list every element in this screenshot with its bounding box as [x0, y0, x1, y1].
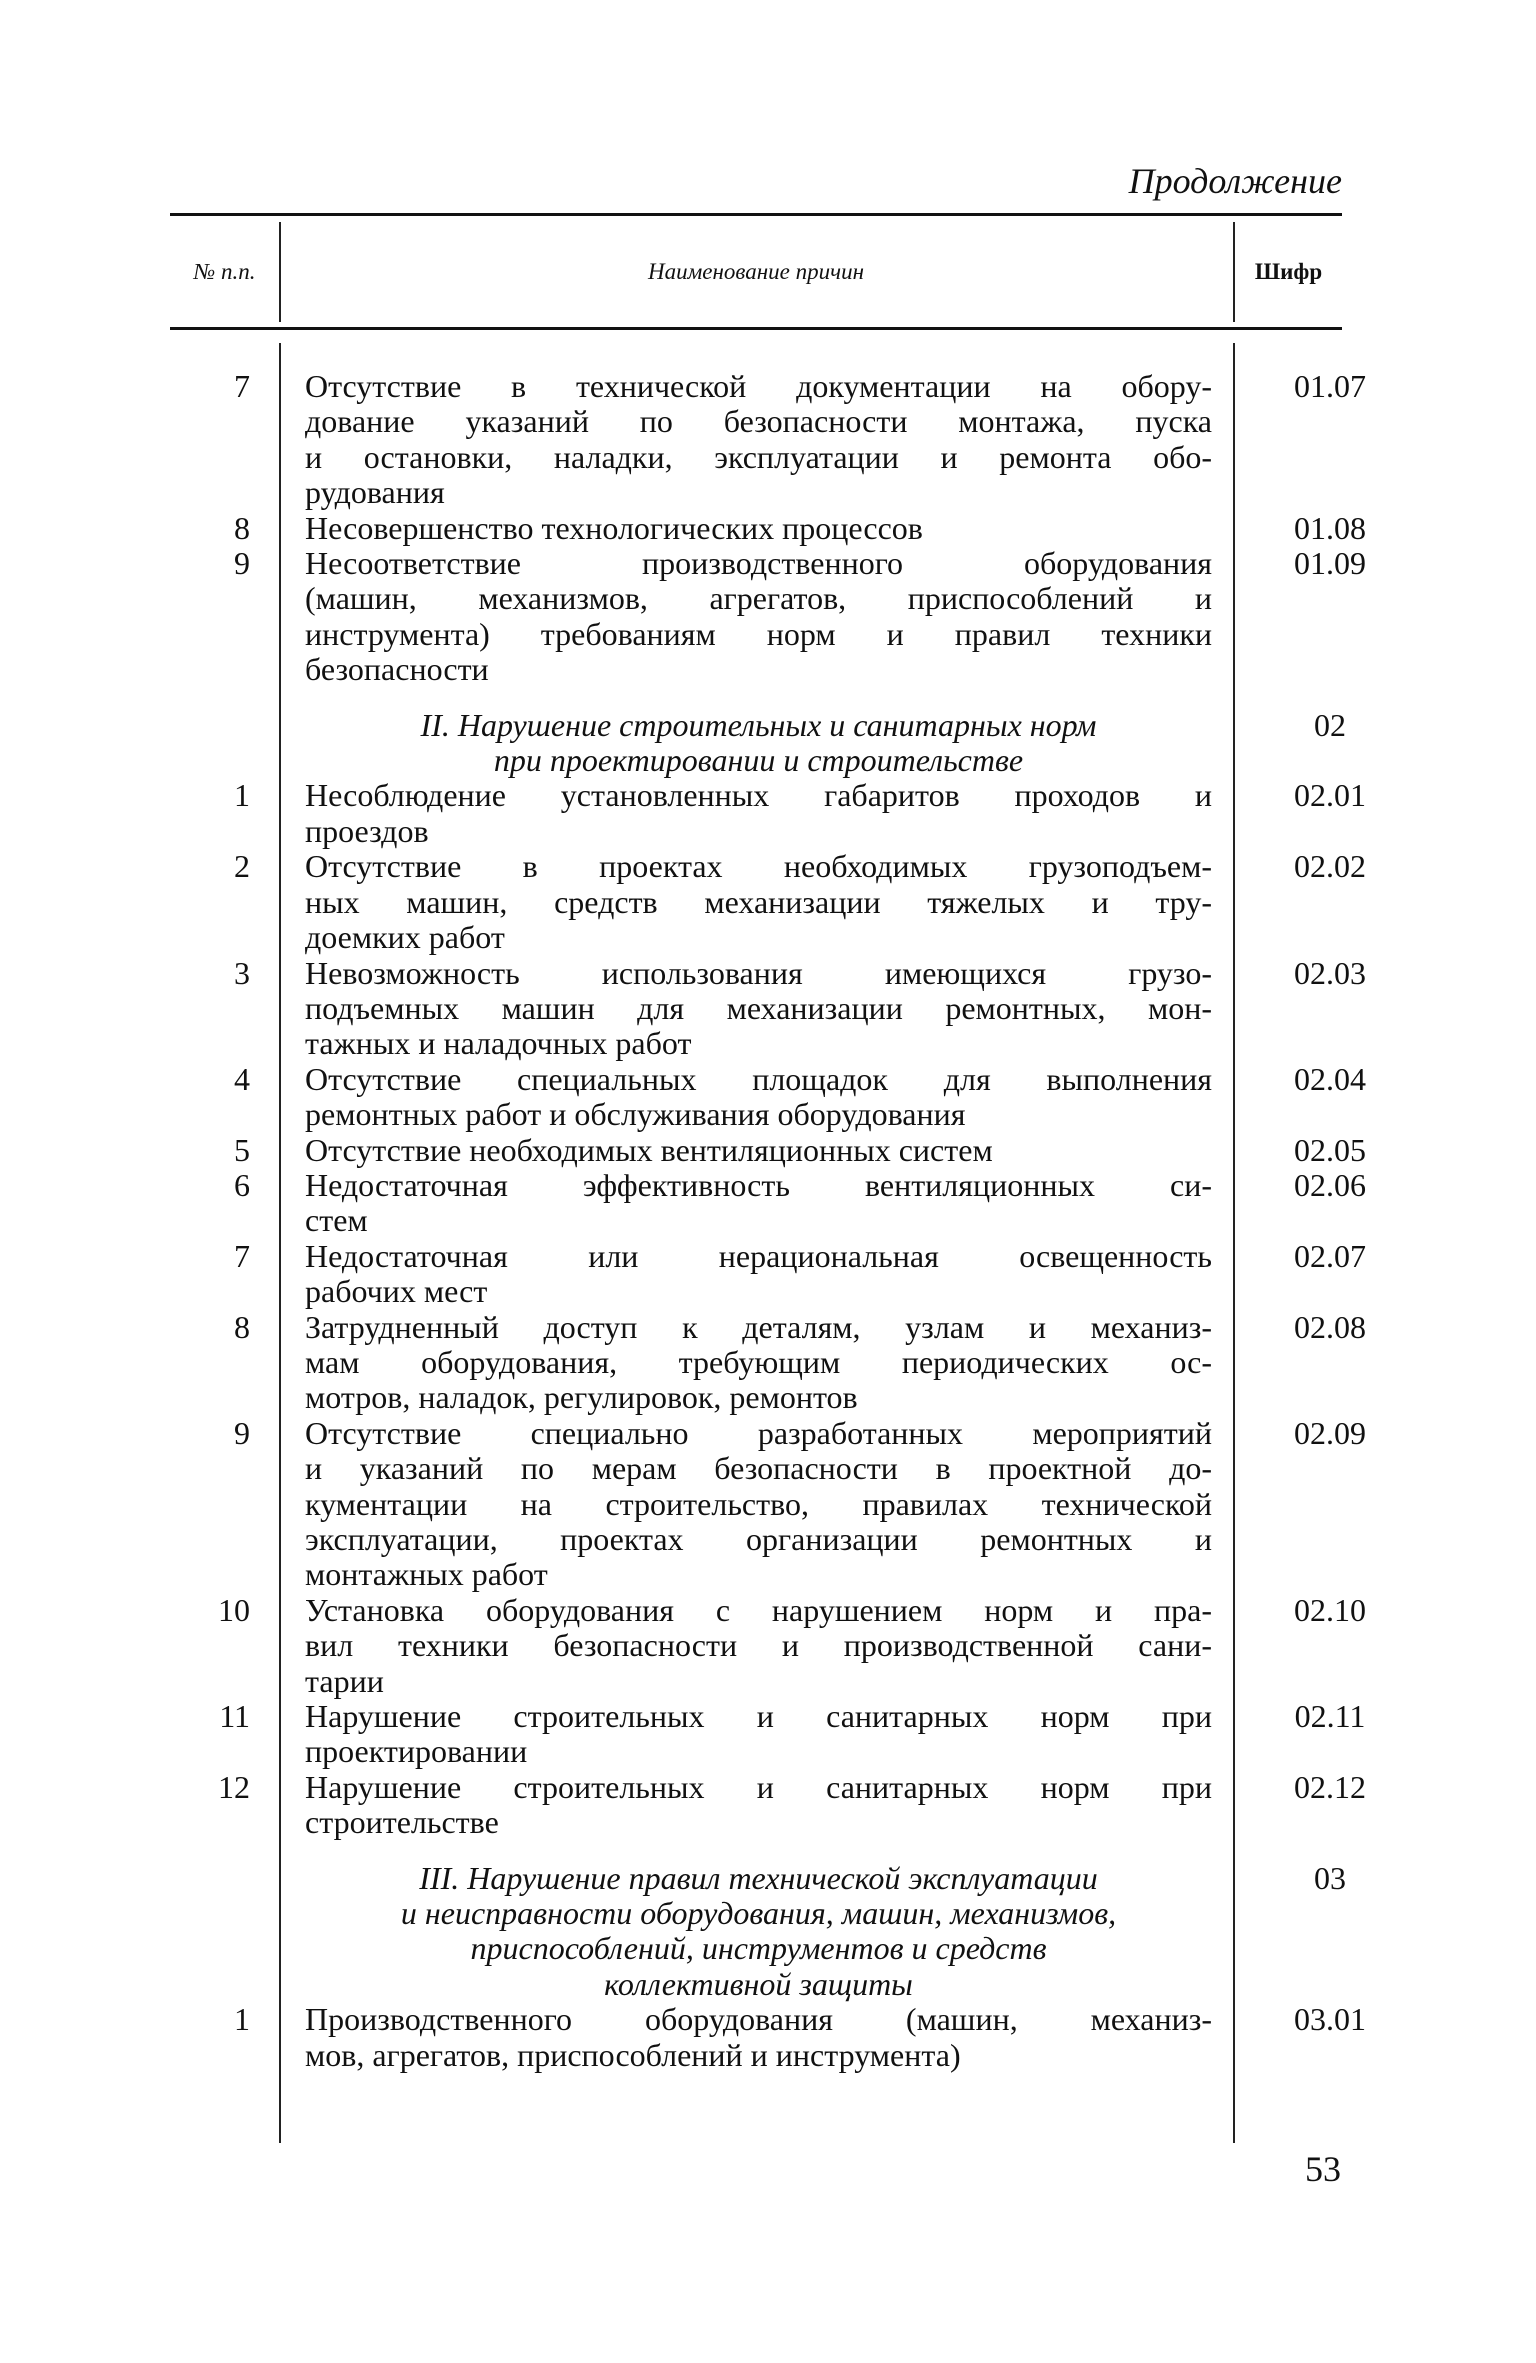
table-row [170, 509, 1366, 546]
text-line: строительстве [305, 1804, 499, 1841]
text-line: доемких работ [305, 919, 505, 956]
text-line: и неисправности оборудования, машин, механизмов, [400, 1895, 1117, 1932]
text-line: Затрудненный доступ к деталям, узлам и механиз- [305, 1308, 1212, 1345]
text-line: Отсутствие необходимых вентиляционных систем [305, 1131, 993, 1168]
text-line: Отсутствие специально разработанных мероприятий [305, 1414, 1212, 1451]
text-line: Несоответствие производственного оборудования [305, 545, 1212, 582]
text-line: Несоблюдение установленных габаритов проходов и [305, 777, 1212, 814]
row-number [170, 708, 250, 779]
cipher-code: 01.09 [1294, 545, 1366, 582]
text-line: проектировании [305, 1733, 528, 1770]
text-line: вил техники безопасности и производственной сани- [305, 1627, 1212, 1664]
row-number [170, 1861, 250, 2003]
row-number: 12 [218, 1768, 250, 1805]
cause-text [305, 956, 1212, 1062]
cipher-code: 02.10 [1294, 1591, 1366, 1628]
row-number: 8 [234, 1308, 250, 1345]
header-name: Наименование причин [648, 258, 864, 284]
text-line: приспособлений, инструментов и средств [470, 1930, 1047, 1967]
row-number: 2 [234, 848, 250, 885]
cause-text [305, 1770, 1212, 1841]
table-row [170, 1166, 1366, 1239]
text-line: тажных и наладочных работ [305, 1025, 692, 1062]
cause-text [305, 1168, 1212, 1239]
cipher-code: 03.01 [1294, 2001, 1366, 2038]
text-line: мам оборудования, требующим периодических ос- [305, 1343, 1212, 1380]
text-line: тарии [305, 1662, 384, 1699]
text-line: Нарушение строительных и санитарных норм при [305, 1698, 1212, 1735]
text-line: подъемных машин для механизации ремонтных, мон- [305, 989, 1212, 1026]
cipher-code: 02.03 [1294, 954, 1366, 991]
cipher-code: 01.08 [1294, 509, 1366, 546]
table-row [170, 1768, 1366, 1841]
text-line: Недостаточная эффективность вентиляционных си- [305, 1166, 1212, 1203]
text-line: кументации на строительство, правилах технической [305, 1485, 1212, 1522]
cause-text [305, 546, 1212, 688]
cause-text [305, 849, 1212, 955]
header-num: № п.п. [193, 258, 256, 284]
text-line: Недостаточная или нерациональная освещенность [305, 1237, 1212, 1274]
table-row [170, 1237, 1366, 1310]
text-line: III. Нарушение правил технической эксплуатации [419, 1859, 1098, 1896]
row-number: 7 [234, 368, 250, 404]
row-number: 1 [234, 777, 250, 814]
table-row [170, 545, 1366, 688]
text-line: и остановки, наладки, эксплуатации и ремонта обо- [305, 438, 1212, 475]
table-row [170, 1414, 1366, 1593]
text-line: Установка оборудования с нарушением норм и пра- [305, 1591, 1212, 1628]
section-heading-row [170, 706, 1346, 779]
cause-text [305, 708, 1212, 779]
text-line: дование указаний по безопасности монтажа, пуска [305, 403, 1212, 440]
table-row [170, 368, 1366, 511]
text-line: стем [305, 1202, 368, 1239]
cipher-code: 02.01 [1294, 777, 1366, 814]
cause-text [305, 1062, 1212, 1133]
continuation-label: Продолжение [1128, 161, 1342, 201]
page-number: 53 [1305, 2149, 1341, 2189]
cipher-code: 02.06 [1294, 1166, 1366, 1203]
text-line: мотров, наладок, регулировок, ремонтов [305, 1379, 858, 1416]
text-line: Нарушение строительных и санитарных норм при [305, 1768, 1212, 1805]
cipher-code: 01.07 [1294, 368, 1366, 404]
text-line: и указаний по мерам безопасности в проектной до- [305, 1450, 1212, 1487]
row-number: 8 [234, 509, 250, 546]
text-line: мов, агрегатов, приспособлений и инструмента) [305, 2036, 961, 2073]
cipher-code: 02.04 [1294, 1060, 1366, 1097]
text-line: II. Нарушение строительных и санитарных норм [420, 706, 1097, 743]
text-line: ремонтных работ и обслуживания оборудования [305, 1096, 966, 1133]
row-number: 11 [219, 1698, 250, 1735]
text-line: Несовершенство технологических процессов [305, 509, 923, 546]
table-row [170, 1308, 1366, 1416]
text-line: (машин, механизмов, агрегатов, приспособлений и [305, 580, 1212, 617]
table-row [170, 954, 1366, 1062]
cipher-code: 02.11 [1294, 1698, 1366, 1735]
table-row [170, 1131, 1366, 1168]
text-line: проездов [305, 812, 429, 849]
cipher-code: 02.02 [1294, 848, 1366, 885]
header-code: Шифр [1254, 258, 1323, 284]
text-line: коллективной защиты [604, 1965, 913, 2002]
cause-text [305, 1416, 1212, 1593]
row-number: 5 [234, 1131, 250, 1168]
row-number: 6 [234, 1166, 250, 1203]
cause-text [305, 511, 1212, 546]
text-line: рудования [305, 474, 445, 511]
text-line: инструмента) требованиям норм и правил техники [305, 615, 1212, 652]
cipher-code: 02.07 [1294, 1237, 1366, 1274]
text-line: ных машин, средств механизации тяжелых и тру- [305, 883, 1212, 920]
table-row [170, 1060, 1366, 1133]
text-line: Производственного оборудования (машин, механиз- [305, 2001, 1212, 2038]
row-number: 1 [234, 2001, 250, 2038]
row-number: 10 [218, 1591, 250, 1628]
table-row [170, 848, 1366, 956]
cipher-code: 02.09 [1294, 1414, 1366, 1451]
cipher-code: 02.08 [1294, 1308, 1366, 1345]
row-number: 7 [234, 1237, 250, 1274]
text-line: Отсутствие в технической документации на обору- [305, 368, 1212, 404]
row-number: 9 [234, 1414, 250, 1451]
cause-text [305, 778, 1212, 849]
text-line: Отсутствие в проектах необходимых грузоподъем- [305, 848, 1212, 885]
text-line: при проектировании и строительстве [493, 742, 1024, 779]
table-row [170, 777, 1366, 849]
table-body [170, 368, 1366, 2073]
cause-text [305, 1861, 1212, 2003]
row-number: 4 [234, 1060, 250, 1097]
text-line: эксплуатации, проектах организации ремонтных и [305, 1521, 1212, 1557]
cause-text [305, 1133, 1212, 1168]
text-line: Невозможность использования имеющихся грузо- [305, 954, 1212, 991]
text-line: рабочих мест [305, 1273, 488, 1310]
cause-text [305, 2002, 1212, 2073]
row-number: 3 [234, 954, 250, 991]
text-line: Отсутствие специальных площадок для выполнения [305, 1060, 1212, 1097]
table-row [170, 1698, 1366, 1770]
section-heading-row [170, 1859, 1346, 2003]
cause-text [305, 369, 1212, 511]
cause-text [305, 1593, 1212, 1699]
cause-text [305, 1239, 1212, 1310]
text-line: безопасности [305, 651, 489, 688]
row-number: 9 [234, 545, 250, 582]
table-row [170, 2001, 1366, 2073]
cipher-code: 02.05 [1294, 1131, 1366, 1168]
cause-text [305, 1699, 1212, 1770]
cause-text [305, 1310, 1212, 1416]
cipher-code: 02 [1314, 706, 1346, 743]
text-line: монтажных работ [305, 1556, 548, 1593]
cipher-code: 02.12 [1294, 1768, 1366, 1805]
table-row [170, 1591, 1366, 1699]
cipher-code: 03 [1314, 1859, 1346, 1896]
